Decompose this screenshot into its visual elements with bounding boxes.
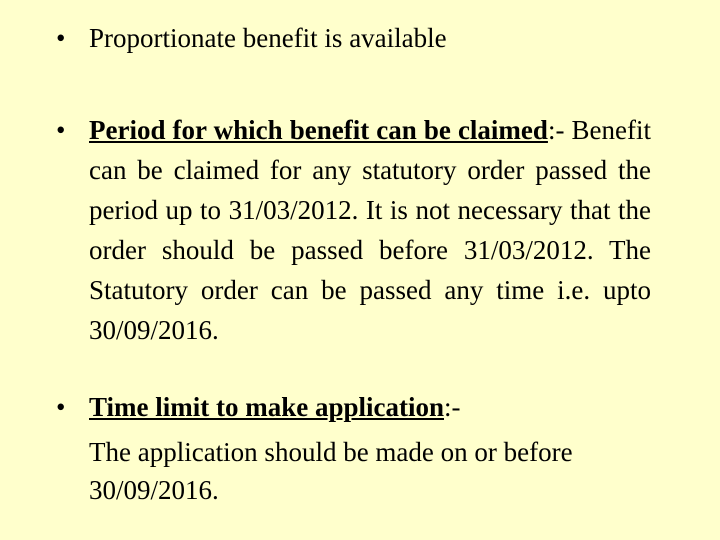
bullet-marker: • [56,392,66,422]
bullet-marker: • [56,23,66,53]
bullet-marker: • [56,115,66,145]
bullet-proportionate-benefit [56,18,651,58]
bullet-heading: Time limit to make application [89,392,444,422]
heading-separator: :- [444,392,461,422]
bullet-time-limit [56,387,651,509]
bullet-text: Benefit can be claimed for any statutory order passed the period up to 31/03/2012. It is not necessary that the order should be passed before 31/03/2012. The Statutory order can be passed any time i.e. upto 30/09/2016. [89,115,652,345]
bullet-text: Proportionate benefit is available [89,23,447,53]
bullet-heading: Period for which benefit can be claimed [89,115,548,145]
bullet-text: The application should be made on or before 30/09/2016. [89,437,573,505]
bullet-claim-period [56,110,651,350]
heading-separator: :- [547,115,565,145]
